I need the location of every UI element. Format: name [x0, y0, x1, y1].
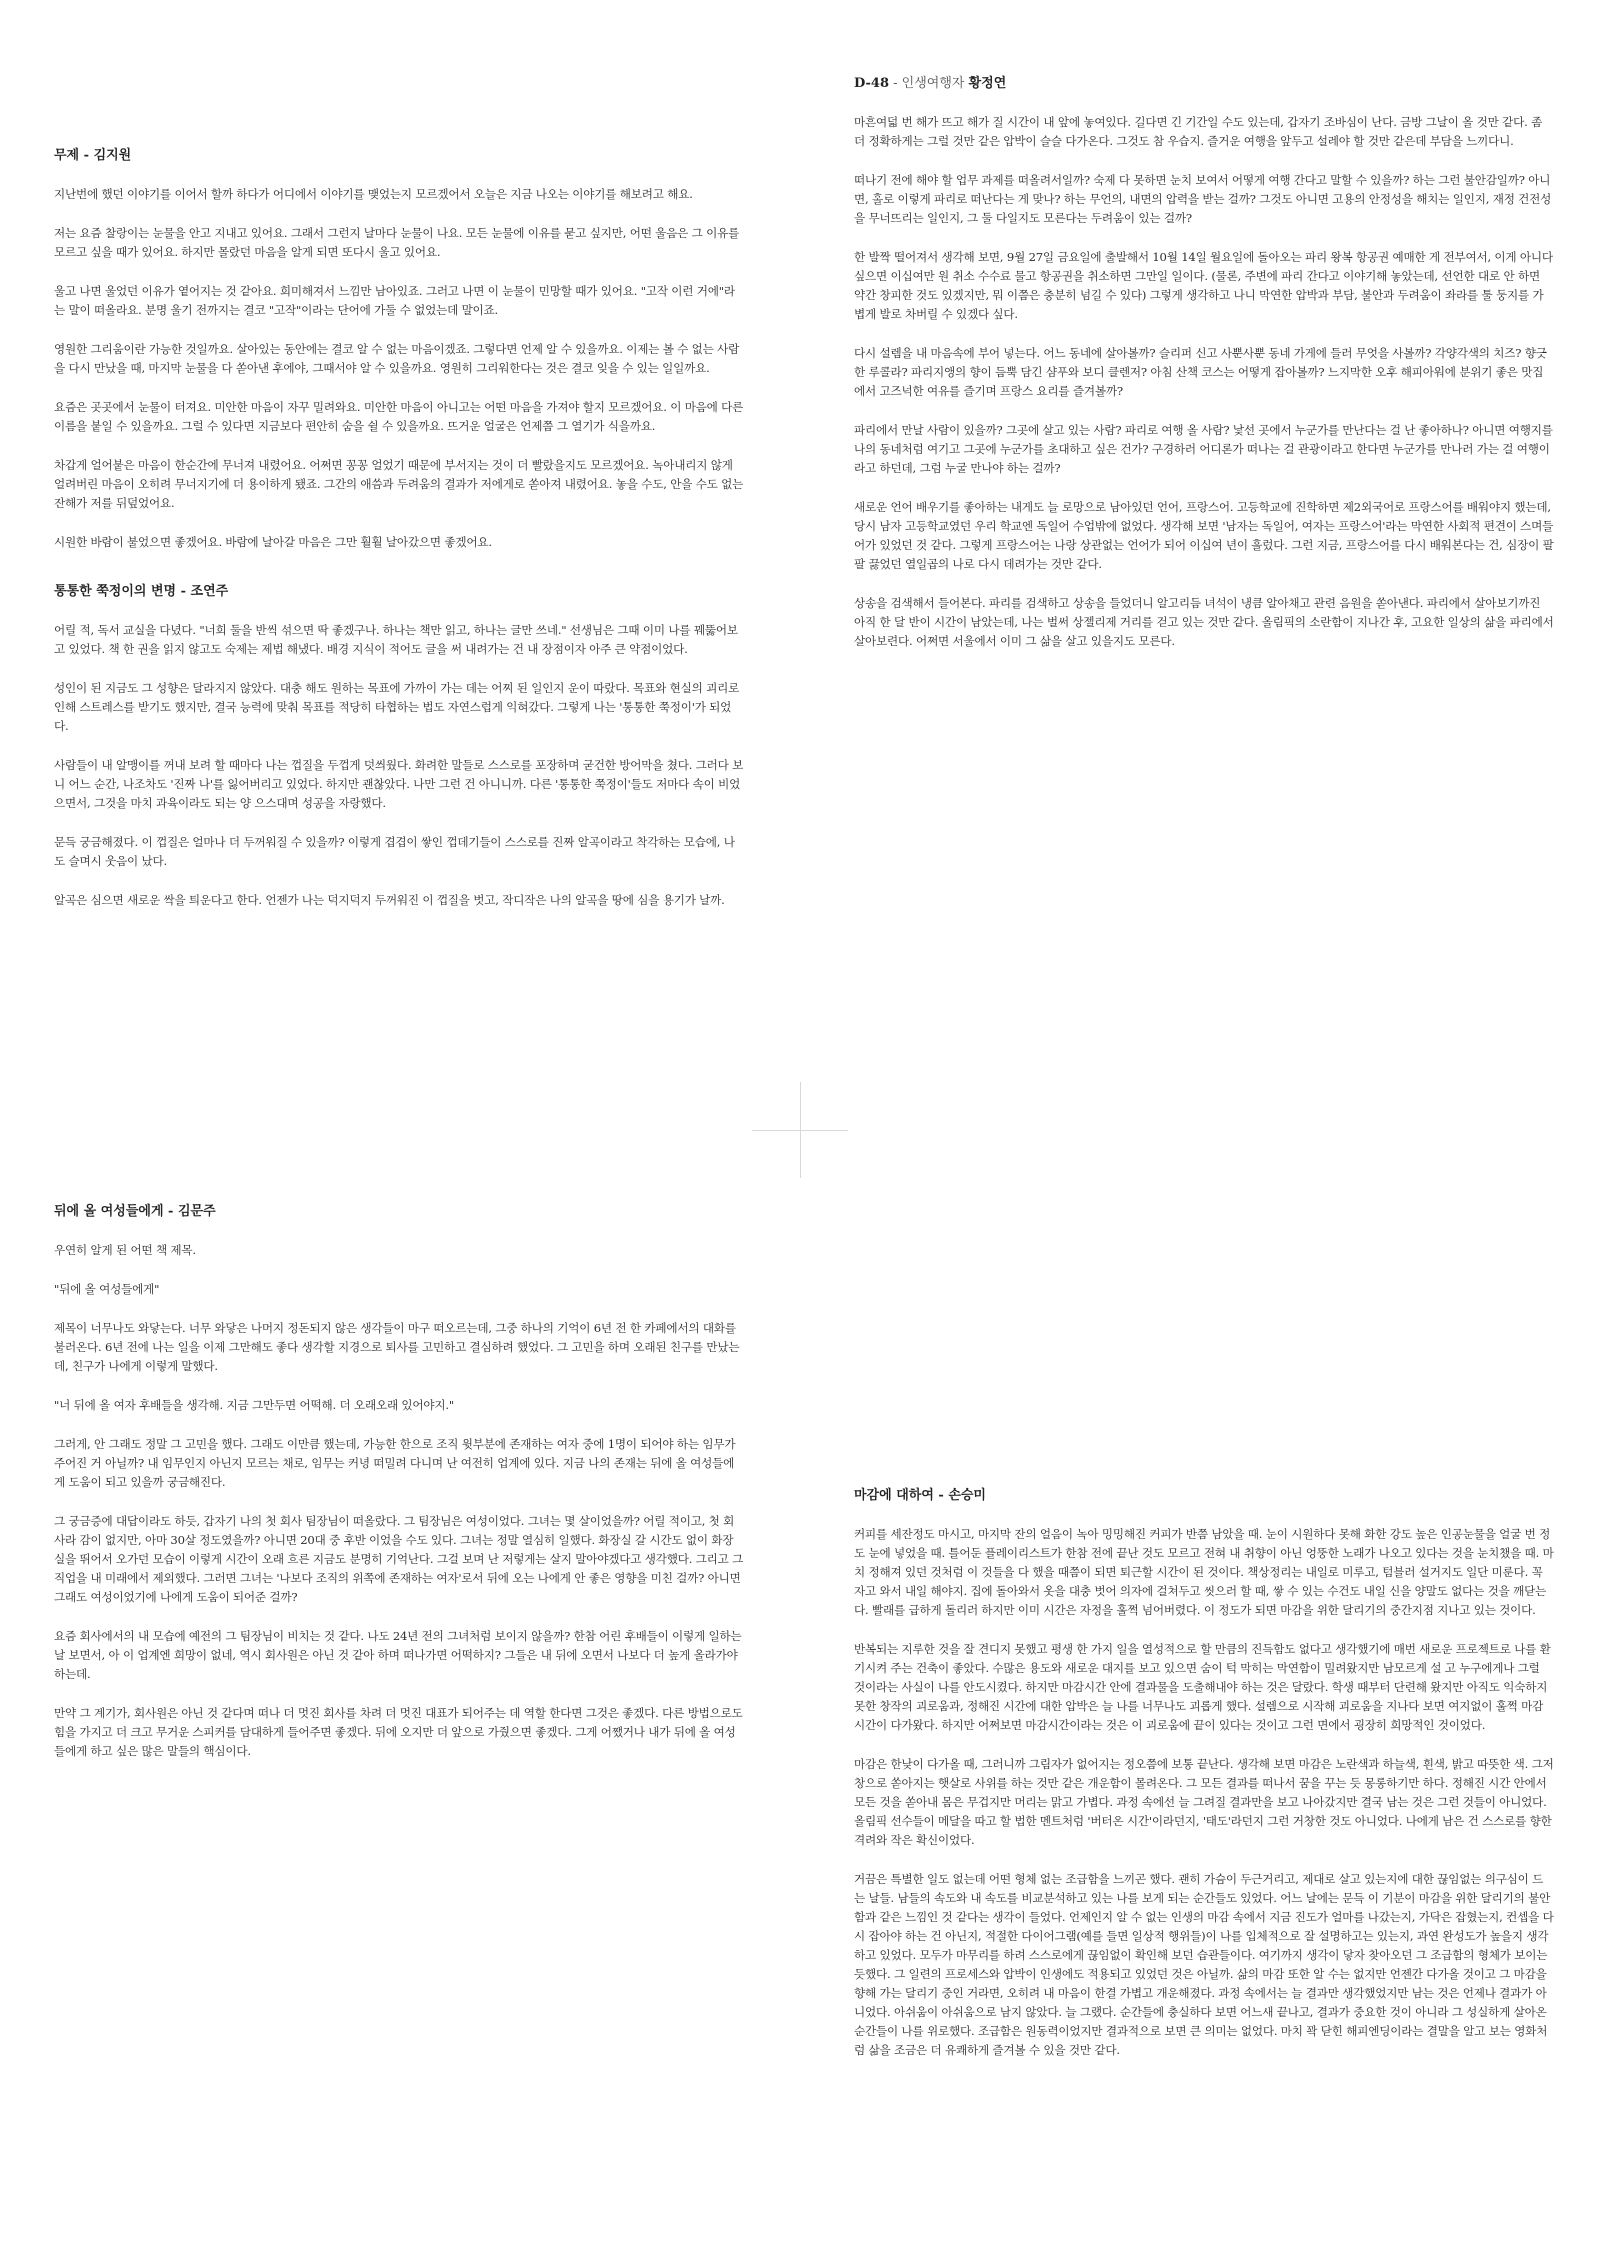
essay-paragraph: 마감은 한낮이 다가올 때, 그러니까 그림자가 없어지는 정오쯤에 보통 끝난다. 생각해 보면 마감은 노란색과 하늘색, 흰색, 밝고 따뜻한 색. 그저 창으로 쏟아지는 햇살로 사위를 하는 것만 같은 개운함이 몰려온다. 그 모든 결과를 떠나서 꿈을 꾸는 듯 몽롱하기만 하다. 정해진 시간 안에서 모든 것을 쏟아내 몸은 무겁지만 머리는 맑고 가볍다. 과정 속에선 늘 그려질 결과만을 보고 나아갔지만 결국 남는 것은 그런 것들이 아니었다. 올림픽 선수들이 메달을 따고 할 법한 멘트처럼 '버터온 시간'이라던지, '태도'라던지 그런 거창한 것도 아니었다. 나에게 남은 건 스스로를 향한 격려와 작은 확신이었다.	[854, 1757, 1554, 1847]
essay-paragraph: 성인이 된 지금도 그 성향은 달라지지 않았다. 대충 해도 원하는 목표에 가까이 가는 데는 어찌 된 일인지 운이 따랐다. 목표와 현실의 괴리로 인해 스트레스를 받기도 했지만, 결국 능력에 맞춰 목표를 적당히 타협하는 법도 자연스럽게 익혀갔다. 그렇게 나는 '통통한 쭉정이'가 되었다.	[54, 681, 740, 733]
essay-paragraph: 마흔여덟 번 해가 뜨고 해가 질 시간이 내 앞에 놓여있다. 길다면 긴 기간일 수도 있는데, 갑자기 조바심이 난다. 금방 그날이 올 것만 같다. 좀 더 정확하게는 그럴 것만 같은 압박이 슬슬 다가온다. 그것도 참 우습지. 즐거운 여행을 앞두고 설레야 할 것만 같은데 부담을 느끼다니.	[854, 115, 1543, 148]
essay-paragraph: 요즘 회사에서의 내 모습에 예전의 그 팀장님이 비치는 것 같다. 나도 24년 전의 그녀처럼 보이지 않을까? 한참 어린 후배들이 이렇게 일하는 날 보면서, 아 이 업계엔 희망이 없네, 역시 회사원은 아닌 것 같아 하며 떠나가면 어떡하지? 그들은 내 뒤에 오면서 나보다 더 높게 올라가야 하는데.	[54, 1629, 742, 1681]
essay-paragraph: 사람들이 내 알맹이를 꺼내 보려 할 때마다 나는 껍질을 두껍게 덧씌웠다. 화려한 말들로 스스로를 포장하며 굳건한 방어막을 쳤다. 그러다 보니 어느 순간, 나조차도 '진짜 나'를 잃어버리고 있었다. 하지만 괜찮았다. 나만 그런 건 아니니까. 다른 '통통한 쭉정이'들도 저마다 속이 비었으면서, 그것을 마치 과육이라도 되는 양 으스대며 성공을 자랑했다.	[54, 758, 744, 810]
essay-paragraph: 떠나기 전에 해야 할 업무 과제를 떠올려서일까? 숙제 다 못하면 눈치 보여서 어떻게 여행 간다고 말할 수 있을까? 하는 그런 불안감일까? 아니면, 홀로 이렇게 파리로 떠난다는 게 맞나? 하는 무언의, 내면의 압력을 받는 걸까? 그것도 아니면 고용의 안정성을 해치는 일인지, 재정 건전성을 무너뜨리는 일인지, 그 둘 다일지도 모른다는 두려움이 있는 걸까?	[854, 173, 1552, 225]
essay-title: 마감에 대하여 - 손승미	[854, 1488, 986, 1503]
essay-paragraph: 새로운 언어 배우기를 좋아하는 내게도 늘 로망으로 남아있던 언어, 프랑스어. 고등학교에 진학하면 제2외국어로 프랑스어를 배워야지 했는데, 당시 남자 고등학교였던 우리 학교엔 독일어 수업밖에 없었다. 생각해 보면 '남자는 독일어, 여자는 프랑스어'라는 막연한 사회적 편견이 스며들어가 있었던 것 같다. 그렇게 프랑스어는 나랑 상관없는 언어가 되어 이십여 년이 흘렀다. 그런 지금, 프랑스어를 다시 배워본다는 건, 심장이 팔팔 끓었던 열일곱의 나로 다시 데려가는 것만 같다.	[854, 500, 1554, 571]
essay-magam	[854, 1484, 1554, 2080]
essay-paragraph: 요즘은 곳곳에서 눈물이 터져요. 미안한 마음이 자꾸 밀려와요. 미안한 마음이 아니고는 어떤 마음을 가져야 할지 모르겠어요. 이 마음에 다른 이름을 붙일 수 있을까요. 그럴 수 있다면 지금보다 편안히 숨을 쉴 수 있을까요. 뜨거운 얼굴은 언제쯤 그 열기가 식을까요.	[54, 400, 744, 433]
essay-paragraph: 만약 그 계기가, 회사원은 아닌 것 같다며 떠나 더 멋진 회사를 차려 더 멋진 대표가 되어주는 데 역할 한다면 그것은 좋겠다. 다른 방법으로도 힘을 가지고 더 크고 무거운 스피커를 담대하게 들어주면 좋겠다. 뒤에 오지만 더 앞으로 가줬으면 좋겠다. 그게 어쨌거나 내가 뒤에 올 여성들에게 하고 싶은 많은 말들의 핵심이다.	[54, 1706, 743, 1758]
essay-muje	[54, 144, 744, 930]
essay-title-label: - 인생여행자	[889, 76, 969, 91]
center-crosshair-vertical	[800, 1082, 801, 1178]
essay-paragraph: 반복되는 지루한 것을 잘 견디지 못했고 평생 한 가지 일을 열성적으로 할 만큼의 진득함도 없다고 생각했기에 매번 새로운 프로젝트로 나를 환기시켜 주는 건축이 좋았다. 수많은 용도와 새로운 대지를 보고 있으면 숨이 턱 막히는 막연함이 밀려왔지만 남모르게 설 고 누구에게나 그럴 것이라는 사실이 나를 안도시켰다. 하지만 마감시간 안에 결과물을 도출해내야 하는 것은 달랐다. 학생 때부터 단련해 왔지만 아직도 익숙하지 못한 창작의 괴로움과, 정해진 시간에 대한 압박은 늘 나를 너무나도 괴롭게 했다. 설렘으로 시작해 괴로움을 지나다 보면 여지없이 훌쩍 마감시간이 다가왔다. 하지만 어쩌보면 마감시간이라는 것은 이 괴로움에 끝이 있다는 것이고 그런 면에서 굉장히 희망적인 것이었다.	[854, 1642, 1551, 1732]
essay-paragraph: 지난번에 했던 이야기를 이어서 할까 하다가 어디에서 이야기를 맺었는지 모르겠어서 오늘은 지금 나오는 이야기를 해보려고 해요.	[54, 187, 693, 201]
essay-paragraph: 차갑게 얼어붙은 마음이 한순간에 무너져 내렸어요. 어쩌면 꽁꽁 얼었기 때문에 부서지는 것이 더 빨랐을지도 모르겠어요. 녹아내리지 않게 얼려버린 마음이 오히려 무너지기에 더 용이하게 됐죠. 그간의 애씀과 두려움의 결과가 저에게로 쏟아져 내렸어요. 놓을 수도, 안을 수도 없는 잔해가 저를 뒤덮었어요.	[54, 458, 744, 510]
essay-paragraph: 파리에서 만날 사람이 있을까? 그곳에 살고 있는 사람? 파리로 여행 올 사람? 낯선 곳에서 누군가를 만난다는 걸 난 좋아하나? 아니면 여행지를 나의 동네처럼 여기고 그곳에 누군가를 초대하고 싶은 건가? 구경하러 어디론가 떠나는 걸 관광이라고 한다면 누군가를 만나러 가는 걸 여행이라고 하던데, 그럼 누굴 만나야 하는 걸까?	[854, 423, 1553, 475]
essay-paragraph: 문득 궁금해졌다. 이 껍질은 얼마나 더 두꺼워질 수 있을까? 이렇게 겹겹이 쌓인 껍데기들이 스스로를 진짜 알곡이라고 착각하는 모습에, 나도 슬며시 웃음이 났다.	[54, 835, 735, 868]
essay-d48	[854, 72, 1554, 671]
essay-dwie	[54, 1200, 744, 1781]
essay-paragraph: 어릴 적, 독서 교실을 다녔다. "너희 둘을 반씩 섞으면 딱 좋겠구나. 하나는 책만 읽고, 하나는 글만 쓰네." 선생님은 그때 이미 나를 꿰뚫어보고 있었다. 책 한 권을 읽지 않고도 숙제는 제법 해냈다. 배경 지식이 적어도 글을 써 내려가는 건 내 장점이자 아주 큰 약점이었다.	[54, 623, 738, 656]
essay-paragraph: "너 뒤에 올 여자 후배들을 생각해. 지금 그만두면 어떡해. 더 오래오래 있어야지."	[54, 1398, 455, 1412]
essay-paragraph: 울고 나면 울었던 이유가 옅어지는 것 같아요. 희미해져서 느낌만 남아있죠. 그러고 나면 이 눈물이 민망할 때가 있어요. "고작 이런 거에"라는 말이 떠올라요. 분명 울기 전까지는 결코 "고작"이라는 단어에 가둘 수 없었는데 말이죠.	[54, 284, 735, 317]
essay-title: 통통한 쭉정이의 변명 - 조연주	[54, 584, 229, 599]
essay-paragraph: 제목이 너무나도 와닿는다. 너무 와닿은 나머지 정돈되지 않은 생각들이 마구 떠오르는데, 그중 하나의 기억이 6년 전 한 카페에서의 대화를 불러온다. 6년 전에 나는 일을 이제 그만해도 좋다 생각할 지경으로 퇴사를 고민하고 결심하려 했었다. 그 고민을 하며 오래된 친구를 만났는데, 친구가 나에게 이렇게 말했다.	[54, 1321, 740, 1373]
essay-paragraph: 알곡은 심으면 새로운 싹을 틔운다고 한다. 언젠가 나는 덕지덕지 두꺼워진 이 껍질을 벗고, 작디작은 나의 알곡을 땅에 심을 용기가 날까.	[54, 893, 725, 907]
essay-paragraph: 다시 설렘을 내 마음속에 부어 넣는다. 어느 동네에 살아볼까? 슬리퍼 신고 사뿐사뿐 동네 가게에 들러 무엇을 사볼까? 각양각색의 치즈? 향긋한 루콜라? 파리지앵의 향이 듬뿍 담긴 샴푸와 보디 클렌저? 아침 산책 코스는 어떻게 잡아볼까? 느지막한 오후 해피아워에 분위기 좋은 맛집에서 고즈넉한 여유를 즐기며 프랑스 요리를 즐겨볼까?	[854, 346, 1547, 398]
essay-paragraph: 한 발짝 떨어져서 생각해 보면, 9월 27일 금요일에 출발해서 10월 14일 월요일에 돌아오는 파리 왕복 항공권 예매한 게 전부여서, 이게 아니다 싶으면 이십여만 원 취소 수수료 물고 항공권을 취소하면 그만일 일이다. (물론, 주변에 파리 간다고 이야기해 놓았는데, 선언한 대로 안 하면 약간 창피한 것도 있겠지만, 뭐 이쯤은 충분히 넘길 수 있다) 그렇게 생각하고 나니 막연한 압박과 부담, 불안과 두려움이 좌라를 툴 둥지를 가볍게 발로 차버릴 수 있겠다 싶다.	[854, 250, 1553, 321]
essay-title	[854, 72, 1554, 91]
essay-paragraph: "뒤에 올 여성들에게"	[54, 1282, 160, 1296]
essay-paragraph: 상송을 검색해서 들어본다. 파리를 검색하고 상송을 들었더니 알고리듬 녀석이 냉큼 알아채고 관련 음원을 쏟아낸다. 파리에서 살아보기까진 아직 한 달 반이 시간이 남았는데, 나는 벌써 상젤리제 거리를 걷고 있는 것만 같다. 올림픽의 소란함이 지나간 후, 고요한 일상의 삶을 파리에서 살아보련다. 어쩌면 서울에서 이미 그 삶을 살고 있을지도 모른다.	[854, 596, 1554, 648]
essay-paragraph: 시원한 바람이 불었으면 좋겠어요. 바람에 날아갈 마음은 그만 훨훨 날아갔으면 좋겠어요.	[54, 535, 492, 549]
essay-paragraph: 그 궁금증에 대답이라도 하듯, 갑자기 나의 첫 회사 팀장님이 떠올랐다. 그 팀장님은 여성이었다. 그녀는 몇 살이었을까? 어릴 적이고, 첫 회사라 감이 없지만, 아마 30살 정도였을까? 아니면 20대 중 후반 이었을 수도 있다. 그녀는 정말 열심히 일했다. 화장실 갈 시간도 없이 화장실을 뛰어서 오가던 모습이 이렇게 시간이 오래 흐른 지금도 분명히 기억난다. 그걸 보며 난 저렇게는 살지 말아야겠다고 생각했다. 그리고 그 직업을 내 미래에서 제외했다. 그러면 그녀는 '나보다 조직의 위쪽에 존재하는 여자'로서 뒤에 오는 나에게 안 좋은 영향을 미친 걸까? 아니면 그래도 여성이었기에 나에게 도움이 되어준 걸까?	[54, 1514, 744, 1604]
essay-paragraph: 영원한 그리움이란 가능한 것일까요. 살아있는 동안에는 결코 알 수 없는 마음이겠죠. 그렇다면 언제 알 수 있을까요. 이제는 볼 수 없는 사람을 다시 만났을 때, 마지막 눈물을 다 쏟아낸 후에야, 그때서야 알 수 있을까요. 영원히 그리워한다는 것은 결코 잊을 수 있는 일일까요.	[54, 342, 740, 375]
essay-title: 무제 - 김지원	[54, 148, 132, 163]
essay-title-dday: D-48	[854, 76, 890, 91]
essay-paragraph: 저는 요즘 찰랑이는 눈물을 안고 지내고 있어요. 그래서 그런지 날마다 눈물이 나요. 모든 눈물에 이유를 묻고 싶지만, 어떤 울음은 그 이유를 모르고 싶을 때가 있어요. 하지만 몰랐던 마음을 알게 되면 또다시 울고 있어요.	[54, 226, 740, 259]
essay-paragraph: 그러게, 안 그래도 정말 그 고민을 했다. 그래도 이만큼 했는데, 가능한 한으로 조직 윗부분에 존재하는 여자 중에 1명이 되어야 하는 임무가 주어진 거 아닐까? 내 임무인지 아닌지 모르는 채로, 임무는 커녕 떠밀려 다니며 난 여전히 업계에 있다. 지금 나의 존재는 뒤에 올 여성들에게 도움이 되고 있을까 궁금해진다.	[54, 1437, 736, 1489]
essay-title: 뒤에 올 여성들에게 - 김문주	[54, 1204, 216, 1219]
essay-paragraph: 우연히 알게 된 어떤 책 제목.	[54, 1243, 196, 1257]
essay-paragraph: 거끔은 특별한 일도 없는데 어떤 형체 없는 조급함을 느끼곤 했다. 괜히 가슴이 두근거리고, 제대로 살고 있는지에 대한 끊임없는 의구심이 드는 날들. 남들의 속도와 내 속도를 비교분석하고 있는 나를 보게 되는 순간들도 있었다. 어느 날에는 문득 이 기분이 마감을 위한 달리기의 불안함과 같은 느낌인 것 같다는 생각이 들었다. 언제인지 알 수 없는 인생의 마감 속에서 지금 진도가 얼마를 나갔는지, 가닥은 잡혔는지, 컨셉을 다시 잡아야 하는 건 아닌지, 적절한 다이어그램(예를 들면 일상적 행위들)이 나를 입체적으로 잘 설명하고는 있는지, 과연 완성도가 높을지 생각하고 있었다. 모두가 마무리를 하려 스스로에게 끊임없이 확인해 보던 습관들이다. 여기까지 생각이 닿자 찾아오던 그 조급함의 형체가 보이는 듯했다. 그 일련의 프로세스와 압박이 인생에도 적용되고 있었던 것은 아닐까. 삶의 마감 또한 알 수는 없지만 언젠간 다가올 것이고 그 마감을 향해 가는 달리기 중인 거라면, 오히려 내 마음이 한결 가볍고 개운해졌다. 과정 속에서는 늘 결과만 생각했었지만 남는 것은 언제나 결과가 아니었다. 아쉬움이 아쉬움으로 남지 않았다. 늘 그랬다. 순간들에 충실하다 보면 어느새 끝나고, 결과가 중요한 것이 아니라 그 성실하게 살아온 순간들이 나를 위로했다. 조급함은 원동력이었지만 결과적으로 보면 큰 의미는 없었다. 마치 꽉 닫힌 해피엔딩이라는 결말을 알고 보는 영화처럼 삶을 조금은 더 유쾌하게 즐겨볼 수 있을 것만 같다.	[854, 1872, 1554, 2057]
essay-title-author: 황정연	[968, 76, 1007, 91]
essay-paragraph: 커피를 세잔정도 마시고, 마지막 잔의 얼음이 녹아 밍밍해진 커피가 반쯤 남았을 때. 눈이 시원하다 못해 화한 강도 높은 인공눈물을 얼굴 번 정도 눈에 넣었을 때. 틀어둔 플레이리스트가 한참 전에 끝난 것도 모르고 전혀 내 취향이 아닌 엉뚱한 노래가 나오고 있다는 것을 눈치챘을 때. 마치 정해져 있던 것처럼 이 것들을 다 했을 때쯤이 되면 퇴근할 시간이 된 것이다. 책상정리는 내일로 미루고, 텀블러 설거지도 일단 미룬다. 꼭 자고 와서 내일 해야지. 집에 돌아와서 옷을 대충 벗어 의자에 걸쳐두고 씻으러 할 때, 쌓 수 있는 수건도 내일 신을 양말도 없다는 것을 깨닫는다. 빨래를 급하게 돌리러 하지만 이미 시간은 자정을 훌쩍 넘어버렸다. 이 정도가 되면 마감을 위한 달리기의 중간지점 지나고 있는 것이다.	[854, 1527, 1554, 1617]
